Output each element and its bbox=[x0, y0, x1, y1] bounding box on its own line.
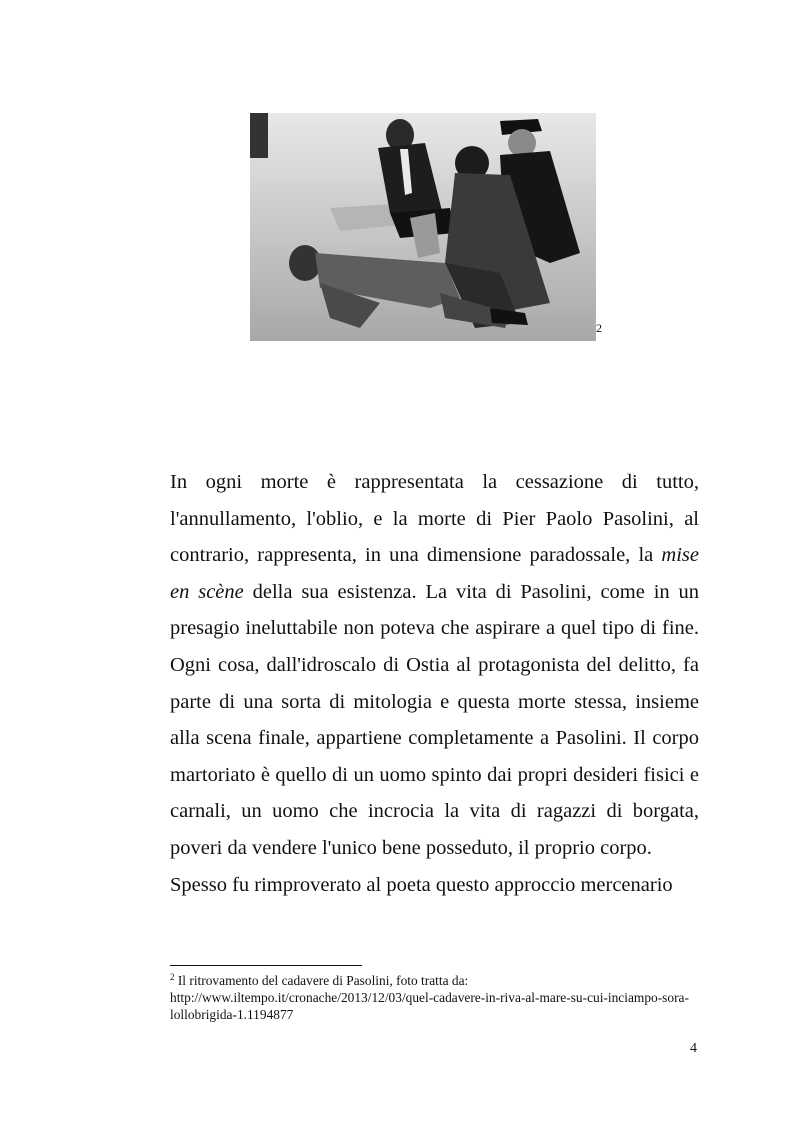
footnote bbox=[170, 972, 699, 1023]
footnote-mark: 2 bbox=[170, 972, 175, 982]
body-text bbox=[170, 464, 699, 903]
paragraph-2: Spesso fu rimproverato al poeta questo approccio mercenario bbox=[170, 873, 673, 896]
footnote-divider bbox=[170, 965, 362, 966]
italic-phrase: mise en scène bbox=[170, 544, 699, 603]
paragraph-1: In ogni morte è rappresentata la cessazione di tutto, l'annullamento, l'oblio, e la morte di Pier Paolo Pasolini, al contrario, rappresenta, in una dimensione paradossale, la mise en scène della sua esistenza. La vita di Pasolini, come in un presagio ineluttabile non poteva che aspirare a quel tipo di fine. Ogni cosa, dall'idroscalo di Ostia al protagonista del delitto, fa parte di una sorta di mitologia e questa morte stessa, insieme alla scena finale, appartiene completamente a Pasolini. Il corpo martoriato è quello di un uomo spinto dai propri desideri fisici e carnali, un uomo che incrocia la vita di ragazzi di borgata, poveri da vendere l'unico bene posseduto, il proprio corpo. bbox=[170, 471, 700, 859]
footnote-line: $^2$ Il ritrovamento del cadavere di Pasolini, foto tratta da: bbox=[170, 972, 469, 988]
page-number: 4 bbox=[690, 1041, 697, 1056]
figure-footnote-ref: 2 bbox=[596, 321, 602, 335]
footnote-url: http://www.iltempo.it/cronache/2013/12/03/quel-cadavere-in-riva-al-mare-su-cui-inciampo-sora-lollobrigida-1.1194877 bbox=[170, 990, 689, 1022]
photo-illustration bbox=[250, 113, 596, 341]
figure-photo bbox=[250, 113, 596, 341]
